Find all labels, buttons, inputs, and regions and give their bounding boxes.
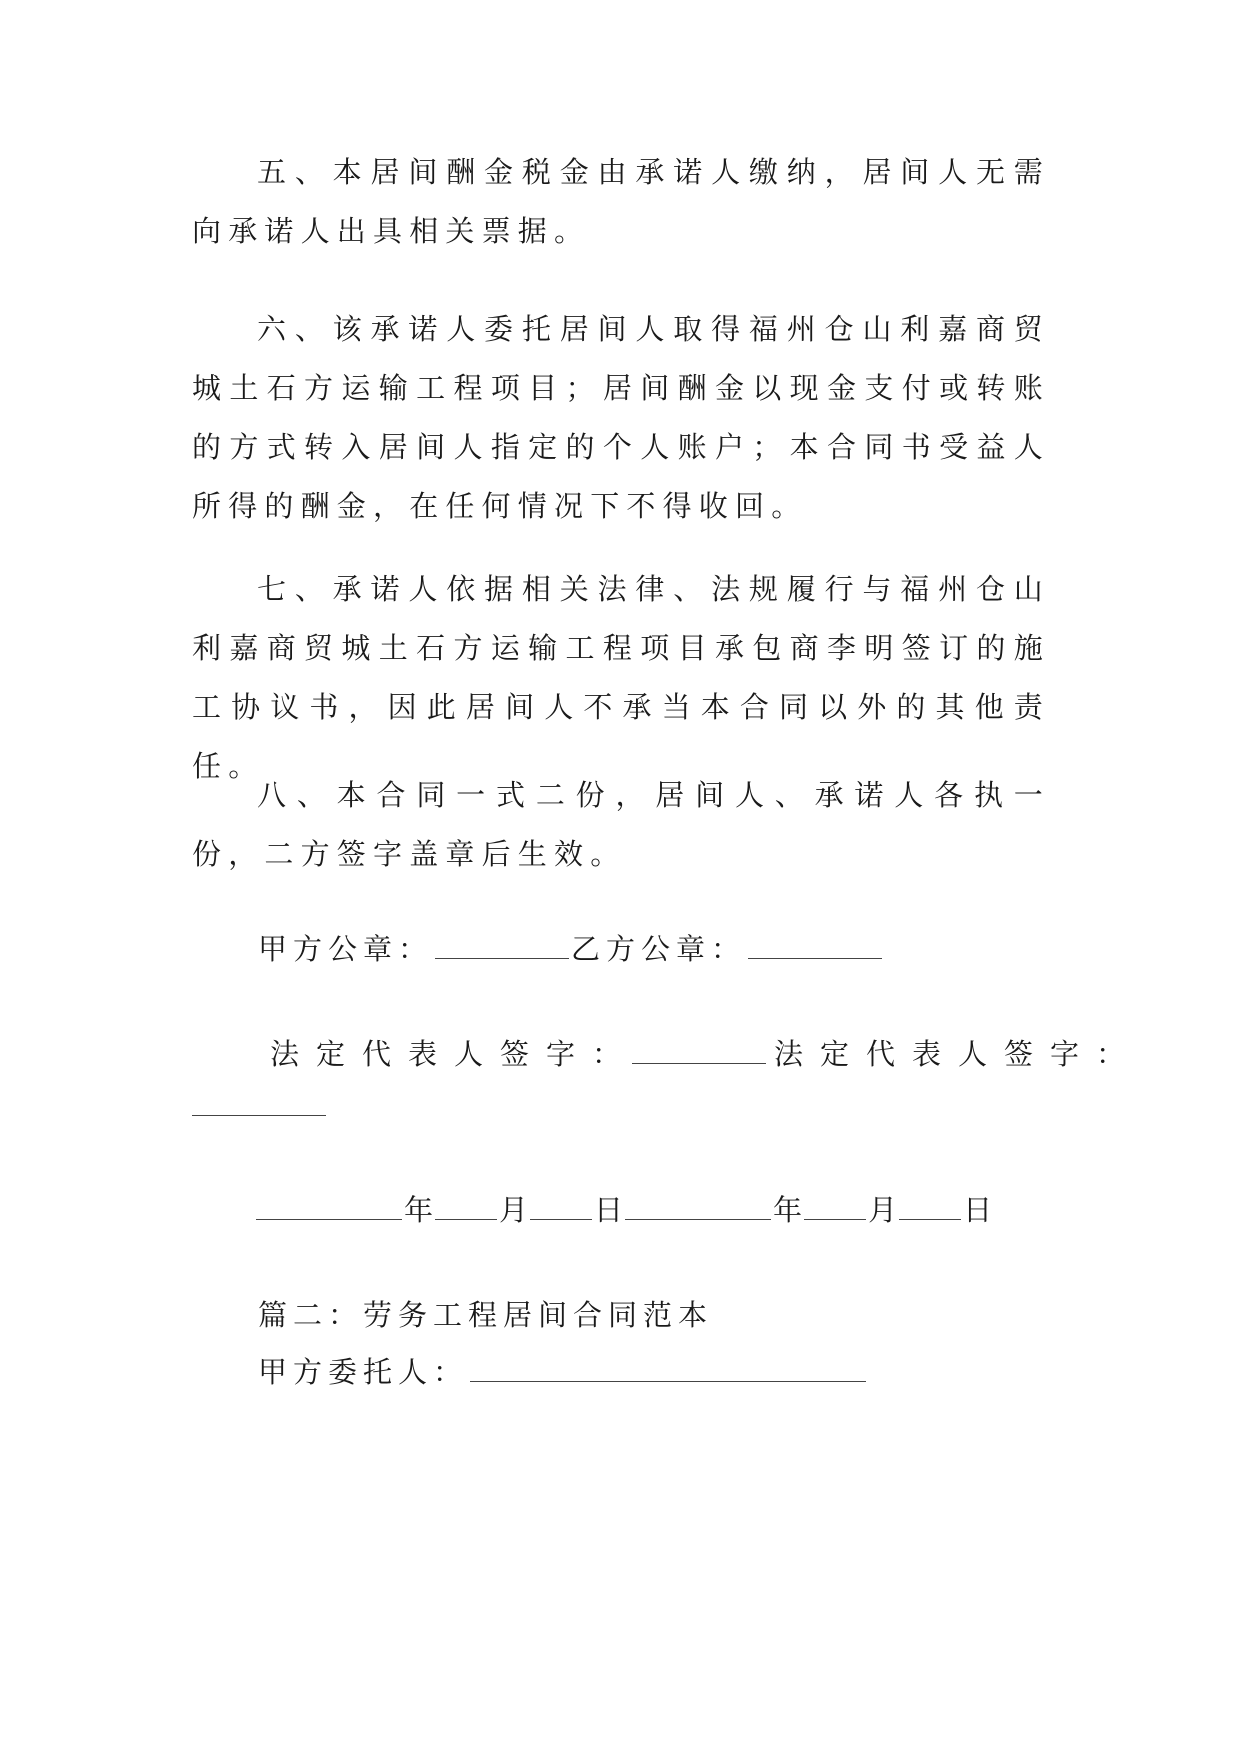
date-a-year-label: 年 bbox=[404, 1193, 434, 1227]
party-b-seal-blank[interactable] bbox=[748, 936, 882, 959]
legal-rep-line bbox=[270, 1034, 1142, 1074]
date-a-day-label: 日 bbox=[594, 1193, 624, 1227]
clause-seven: 七、承诺人依据相关法律、法规履行与福州仓山利嘉商贸城土石方运输工程项目承包商李明签订的施工协议书，因此居间人不承当本合同以外的其他责任。 bbox=[192, 572, 1050, 783]
date-b-month-label: 月 bbox=[868, 1193, 898, 1227]
legal-rep-a-label: 法定代表人签字： bbox=[270, 1037, 639, 1071]
legal-rep-a-blank[interactable] bbox=[632, 1041, 766, 1064]
party-a-principal-label: 甲方委托人： bbox=[258, 1355, 469, 1389]
section-two-title: 篇二：劳务工程居间合同范本 bbox=[258, 1298, 714, 1332]
party-b-seal-label: 乙方公章： bbox=[571, 932, 747, 966]
date-a-month-blank[interactable] bbox=[435, 1197, 497, 1220]
legal-rep-b-line bbox=[192, 1086, 326, 1126]
clause-six: 六、该承诺人委托居间人取得福州仓山利嘉商贸城土石方运输工程项目；居间酬金以现金支付或转账的方式转入居间人指定的个人账户；本合同书受益人所得的酬金，在任何情况下不得收回。 bbox=[192, 312, 1050, 523]
date-b-day-label: 日 bbox=[963, 1193, 993, 1227]
legal-rep-b-label: 法定代表人签字： bbox=[774, 1037, 1143, 1071]
date-b-year-blank[interactable] bbox=[625, 1197, 771, 1220]
party-a-seal-blank[interactable] bbox=[435, 936, 569, 959]
date-b-month-blank[interactable] bbox=[804, 1197, 866, 1220]
date-line bbox=[254, 1190, 992, 1230]
party-a-principal-line bbox=[258, 1352, 868, 1392]
date-a-month-label: 月 bbox=[499, 1193, 529, 1227]
seal-line bbox=[258, 929, 884, 969]
party-a-principal-blank[interactable] bbox=[470, 1359, 866, 1382]
date-a-year-blank[interactable] bbox=[256, 1197, 402, 1220]
date-b-day-blank[interactable] bbox=[899, 1197, 961, 1220]
clause-eight: 八、本合同一式二份，居间人、承诺人各执一份，二方签字盖章后生效。 bbox=[192, 778, 1050, 871]
party-a-seal-label: 甲方公章： bbox=[258, 932, 434, 966]
clause-five: 五、本居间酬金税金由承诺人缴纳，居间人无需向承诺人出具相关票据。 bbox=[192, 155, 1050, 248]
date-a-day-blank[interactable] bbox=[530, 1197, 592, 1220]
date-b-year-label: 年 bbox=[773, 1193, 803, 1227]
legal-rep-b-blank[interactable] bbox=[192, 1093, 326, 1116]
